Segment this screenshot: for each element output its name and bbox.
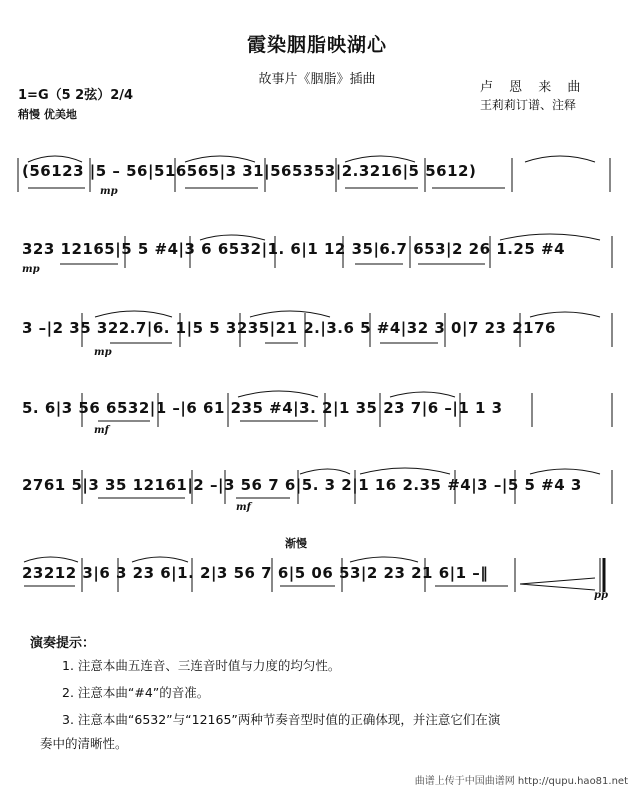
tip-item-3: 3. 注意本曲“6532”与“12165”两种节奏音型时值的正确体现，并注意它们在演: [62, 712, 501, 727]
score-line-4: [0, 385, 634, 440]
line-6-notes: 23212 3|6 3 23 6|1. 2|3 56 7 6|5 06 53|2 23 21 6|1 –‖: [22, 564, 489, 582]
tempo-marking: 稍慢 优美地: [18, 108, 77, 121]
section-tempo-marking: 渐慢: [285, 537, 307, 550]
line-2-dynamic: mp: [22, 264, 40, 275]
line-4-dynamic: mf: [94, 425, 109, 436]
line-5-notes: 2761 5|3 35 12161|2 –|3 56 7 6|5. 3 2|1 16 2.35 #4|3 –|5 5 #4 3: [22, 476, 582, 494]
line-1-notes: (56123 |5 – 56|516565|3 31|565353|2.3216|5 5612): [22, 162, 477, 180]
line-6-dynamic: pp: [594, 590, 608, 601]
score-line-1: [0, 150, 634, 200]
key-signature: 1=G（5 2弦）2/4: [18, 88, 134, 103]
line-2-notes: 323 12165|5 5 #4|3 6 6532|1. 6|1 12 35|6.7 653|2 26 1.25 #4: [22, 240, 566, 258]
score-line-3: [0, 305, 634, 360]
tip-item-2: 2. 注意本曲“#4”的音准。: [62, 685, 210, 700]
line-4-notes: 5. 6|3 56 6532|1 –|6 61 235 #4|3. 2|1 35 23 7|6 –|1 1 3: [22, 399, 503, 417]
tip-item-3-continued: 奏中的清晰性。: [40, 736, 128, 751]
score-title: 霞染胭脂映湖心: [246, 34, 387, 56]
score-line-5: [0, 462, 634, 517]
line-3-dynamic: mp: [94, 347, 112, 358]
source-watermark: 曲谱上传于中国曲谱网 http://qupu.hao81.net: [414, 776, 628, 787]
line-3-notes: 3 –|2 35 322.7|6. 1|5 5 3235|21 2.|3.6 5 #4|32 3 0|7 23 2176: [22, 319, 556, 337]
arranger-credit: 王莉莉订谱、注释: [480, 98, 577, 112]
score-line-2: [0, 228, 634, 278]
tips-heading: 演奏提示：: [30, 636, 96, 651]
score-line-6: [0, 550, 634, 610]
line-5-dynamic: mf: [236, 502, 251, 513]
score-subtitle: 故事片《胭脂》插曲: [258, 72, 376, 87]
tip-item-1: 1. 注意本曲五连音、三连音时值与力度的均匀性。: [62, 658, 341, 673]
line-1-dynamic: mp: [100, 186, 118, 197]
composer-credit: 卢 恩 来 曲: [480, 80, 587, 95]
